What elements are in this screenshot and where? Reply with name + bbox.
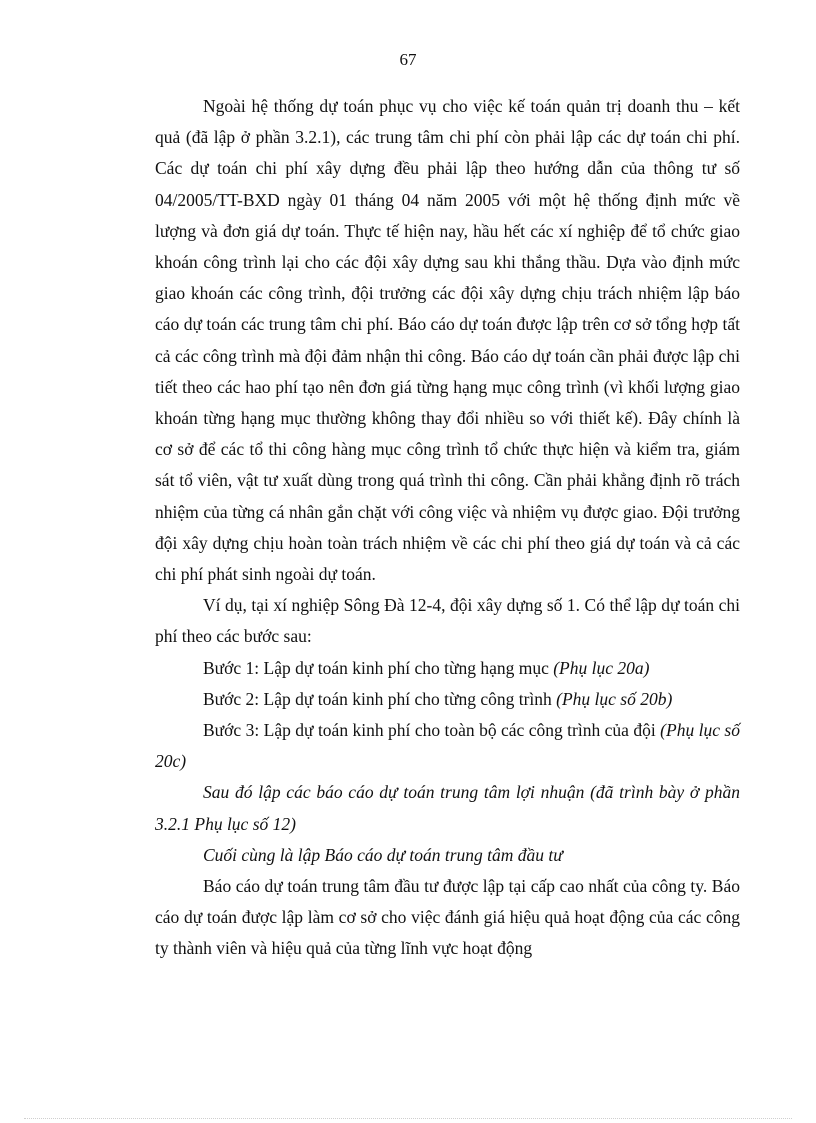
step-3 [155,715,740,777]
step-1-reference: (Phụ lục 20a) [553,657,650,678]
step-1-text: Bước 1: Lập dự toán kinh phí cho từng hạng mục [203,657,554,678]
step-3-text: Bước 3: Lập dự toán kinh phí cho toàn bộ các công trình của đội [203,720,661,741]
step-2-reference: (Phụ lục số 20b) [556,688,673,709]
body-text [155,91,740,965]
page-number: 67 [399,50,417,69]
step-2-text: Bước 2: Lập dự toán kinh phí cho từng công trình [203,688,557,709]
paragraph-example: Ví dụ, tại xí nghiệp Sông Đà 12-4, đội xây dựng số 1. Có thể lập dự toán chi phí theo các bước sau: [155,595,740,647]
step-2 [155,684,740,715]
step-3-reference: (Phụ lục số 20c) [155,720,740,772]
paragraph-investment-center: Cuối cùng là lập Báo cáo dự toán trung tâm đầu tư [203,844,563,865]
paragraph-investment-report: Báo cáo dự toán trung tâm đầu tư được lập tại cấp cao nhất của công ty. Báo cáo dự toán được lập làm cơ sở cho việc đánh giá hiệu quả hoạt động của các công ty thành viên và hiệu quả của từng lĩnh vực hoạt động [155,876,740,959]
step-1 [155,653,740,684]
page-bottom-divider [24,1118,792,1119]
paragraph-cost-estimates: Ngoài hệ thống dự toán phục vụ cho việc kế toán quản trị doanh thu – kết quả (đã lập ở phần 3.2.1), các trung tâm chi phí còn phải lập các dự toán chi phí. Các dự toán chi phí xây dựng đều phải lập theo hướng dẫn của thông tư số 04/2005/TT-BXD ngày 01 tháng 04 năm 2005 với một hệ thống định mức về lượng và đơn giá dự toán. Thực tế hiện nay, hầu hết các xí nghiệp để tổ chức giao khoán công trình lại cho các đội xây dựng sau khi thắng thầu. Dựa vào định mức giao khoán các công trình, đội trưởng các đội xây dựng chịu trách nhiệm lập báo cáo dự toán các trung tâm chi phí. Báo cáo dự toán được lập trên cơ sở tổng hợp tất cả các công trình mà đội đảm nhận thi công. Báo cáo dự toán cần phải được lập chi tiết theo các hao phí tạo nên đơn giá từng hạng mục công trình (vì khối lượng giao khoán từng hạng mục thường không thay đổi nhiều so với thiết kế). Đây chính là cơ sở để các tổ thi công hàng mục công trình tổ chức thực hiện và kiểm tra, giám sát tổ viên, vật tư xuất dùng trong quá trình thi công. Cần phải khẳng định rõ trách nhiệm của từng cá nhân gắn chặt với công việc và nhiệm vụ được giao. Đội trưởng đội xây dựng chịu hoàn toàn trách nhiệm về các chi phí theo giá dự toán và cả các chi phí phát sinh ngoài dự toán. [155,96,740,585]
paragraph-profit-center: Sau đó lập các báo cáo dự toán trung tâm lợi nhuận (đã trình bày ở phần 3.2.1 Phụ lục số 12) [155,782,740,834]
